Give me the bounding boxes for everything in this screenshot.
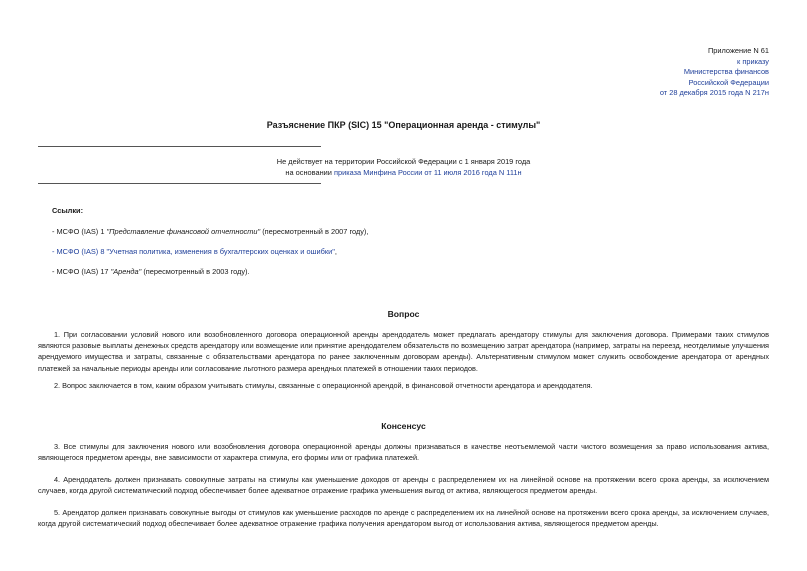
divider-top — [38, 146, 321, 147]
ref3-suffix: (пересмотренный в 2003 году). — [141, 267, 250, 276]
references-heading: Ссылки: — [52, 206, 84, 215]
ref2-link[interactable]: - МСФО (IAS) 8 "Учетная политика, изменения в бухгалтерских оценках и ошибки" — [52, 247, 335, 256]
notice-line2 — [0, 168, 807, 179]
ref1-suffix: (пересмотренный в 2007 году), — [260, 227, 369, 236]
appendix-number: Приложение N 61 — [707, 46, 769, 55]
reference-ias17 — [52, 267, 368, 277]
paragraph-1: 1. При согласовании условий нового или возобновленного договора операционной аренды арендодатель может предлагать арендатору стимулы для заключения договора. Примерами таких стимулов являются разовые выплаты денежных средств арендатору или возмещение или принятие арендодателем обязательств по возмещению затрат арендатора (например, затраты на переезд, неотделимые улучшения арендуемого имущества и затраты, связанные с обязательствами арендатора по ранее заключенным договорам аренды). Альтернативным стимулом может служить освобождение арендатора от арендных платежей за начальные периоды аренды или согласование льготного размера арендных платежей в отношении таких периодов. — [38, 330, 769, 373]
references-block — [52, 206, 368, 287]
notice-prefix: на основании — [285, 167, 334, 177]
document-title: Разъяснение ПКР (SIC) 15 "Операционная аренда - стимулы" — [266, 120, 541, 130]
ref1-title: "Представление финансовой отчетности" — [106, 227, 261, 236]
ref1-prefix: - МСФО (IAS) 1 — [52, 227, 107, 236]
paragraph-5: 5. Арендатор должен признавать совокупные выгоды от стимулов как уменьшение расходов по аренде с распределением их на линейной основе на протяжении всего срока аренды, за исключением случаев, когда другой систематический подход обеспечивает более адекватное отражение графика получения арендатором выгод от использования актива, являющегося предметом аренды. — [38, 508, 769, 529]
order-link[interactable]: приказа Минфина России от 11 июля 2016 года N 111н — [333, 167, 522, 177]
ref3-title: "Аренда" — [110, 267, 142, 276]
paragraph-4: 4. Арендодатель должен признавать совокупные затраты на стимулы как уменьшение доходов от аренды с распределением их на линейной основе на протяжении всего срока аренды, за исключением случаев, когда другой систематический подход обеспечивает более адекватное отражение графика уменьшения выгод от актива, являющегося предметом аренды. — [38, 475, 769, 496]
paragraph-2: 2. Вопрос заключается в том, каким образом учитывать стимулы, связанные с операционной арендой, в финансовой отчетности арендатора и арендодателя. — [54, 381, 593, 390]
reference-ias8 — [52, 247, 368, 257]
paragraph-3: 3. Все стимулы для заключения нового или возобновления договора операционной аренды должны признаваться в качестве неотъемлемой части чистого возмещения за право использования актива, являющегося предметом аренды, вне зависимости от характера стимула, его формы или от графика платежей. — [38, 442, 769, 463]
appendix-block — [660, 46, 769, 99]
appendix-order-link[interactable]: к приказу — [737, 56, 769, 66]
appendix-ministry-link[interactable]: Министерства финансов — [683, 67, 769, 77]
question-heading: Вопрос — [387, 309, 420, 319]
ref2-suffix: , — [334, 247, 337, 256]
appendix-country-link[interactable]: Российской Федерации — [688, 77, 769, 87]
consensus-heading: Консенсус — [381, 421, 426, 431]
validity-notice — [0, 157, 807, 178]
appendix-date-link[interactable]: от 28 декабря 2015 года N 217н — [659, 88, 769, 98]
notice-line1: Не действует на территории Российской Федерации с 1 января 2019 года — [276, 157, 531, 166]
ref3-prefix: - МСФО (IAS) 17 — [52, 267, 111, 276]
reference-ias1 — [52, 227, 368, 237]
divider-bottom — [38, 183, 321, 184]
